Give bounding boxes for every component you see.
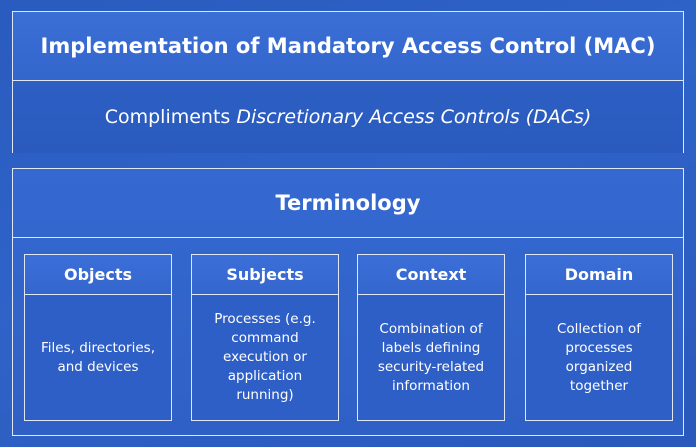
card-heading: Subjects: [192, 255, 338, 295]
card-body: Collection of processes organized together: [556, 320, 642, 394]
card-body: Files, directories, and devices: [41, 339, 155, 375]
card-domain: [525, 254, 673, 421]
mac-title: Implementation of Mandatory Access Control (MAC): [13, 12, 683, 81]
card-subjects: [191, 254, 339, 421]
terminology-box: [12, 168, 684, 436]
card-context: [357, 254, 505, 421]
subtitle-prefix: Compliments: [104, 106, 231, 128]
card-objects: [24, 254, 172, 421]
mac-header-box: [12, 11, 684, 153]
card-heading: Objects: [25, 255, 171, 295]
mac-subtitle: [13, 81, 683, 153]
card-body: Processes (e.g. command execution or application running): [214, 311, 316, 403]
subtitle-italic: Discretionary Access Controls (DACs): [236, 106, 592, 128]
card-heading: Domain: [526, 255, 672, 295]
terminology-title: Terminology: [13, 169, 683, 238]
card-heading: Context: [358, 255, 504, 295]
card-body: Combination of labels defining security-related information: [377, 320, 485, 394]
